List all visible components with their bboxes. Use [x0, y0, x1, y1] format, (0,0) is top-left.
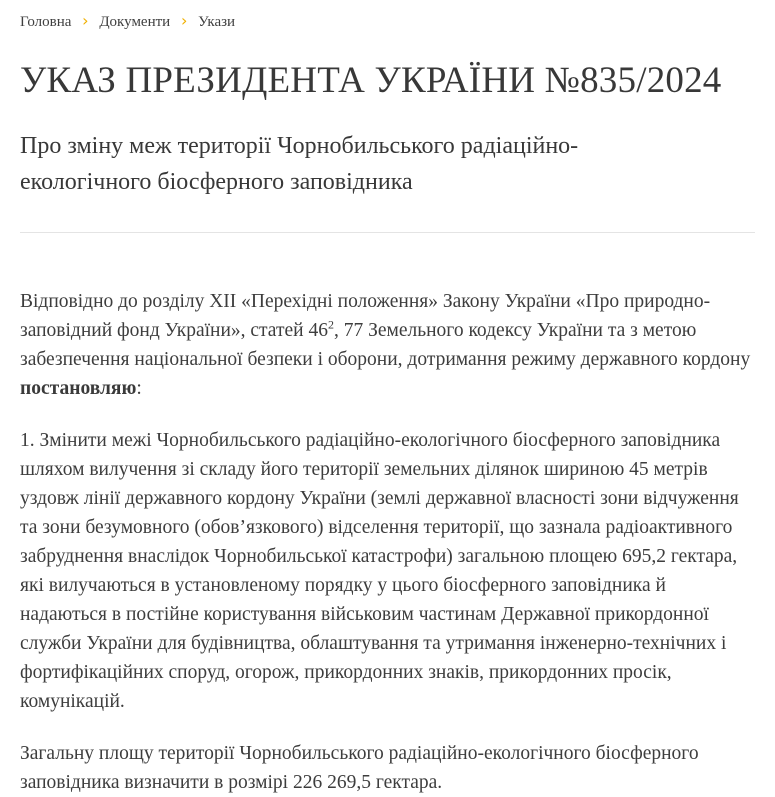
document-subtitle: Про зміну меж території Чорнобильського радіаційно-екологічного біосферного заповідника	[20, 133, 579, 195]
paragraph-item-1: 1. Змінити межі Чорнобильського радіаційно-екологічного біосферного заповідника шляхом вилучення зі складу його території земельних ділянок шириною 45 метрів уздовж лінії державного кордону України (землі державної власності зони відчуження та зони безумовного (обов’язкового) відселення території, що зазнала радіоактивного забруднення внаслідок Чорнобильської катастрофи) загальною площею 695,2 гектара, які вилучаються в установленому порядку у цього біосферного заповідника й надаються в постійне користування військовим частинам Державної прикордонної служби України для будівництва, облаштування та утримання інженерно-технічних і фортифікаційних споруд, огорож, прикордонних знаків, прикордонних просік, комунікацій.	[20, 430, 739, 712]
paragraph-total-area: Загальну площу території Чорнобильського радіаційно-екологічного біосферного заповідника визначити в розмірі 226 269,5 гектара.	[20, 743, 699, 793]
article-superscript: 2	[327, 317, 334, 332]
document-body	[20, 287, 755, 797]
preamble-resolve-word: постановляю	[20, 378, 137, 399]
paragraph-preamble	[20, 287, 755, 403]
preamble-text-middle: , 77 Земельного кодексу України та з метою забезпечення національної безпеки і оборони, дотримання режиму державного кордону	[20, 320, 751, 370]
chevron-right-icon: ›	[180, 11, 188, 30]
preamble-text-end: :	[136, 378, 142, 399]
breadcrumb-link-documents[interactable]: Документи	[99, 14, 171, 30]
page-title: УКАЗ ПРЕЗИДЕНТА УКРАЇНИ №835/2024	[20, 60, 722, 101]
breadcrumb-link-home[interactable]: Головна	[20, 14, 72, 30]
breadcrumb	[20, 12, 755, 31]
chevron-right-icon: ›	[82, 11, 89, 30]
divider	[20, 232, 755, 233]
preamble-text-start: Відповідно до розділу XII «Перехідні положення» Закону України «Про природно-заповідний фонд України», статей 46	[20, 291, 711, 341]
breadcrumb-link-decrees[interactable]: Укази	[198, 14, 236, 30]
